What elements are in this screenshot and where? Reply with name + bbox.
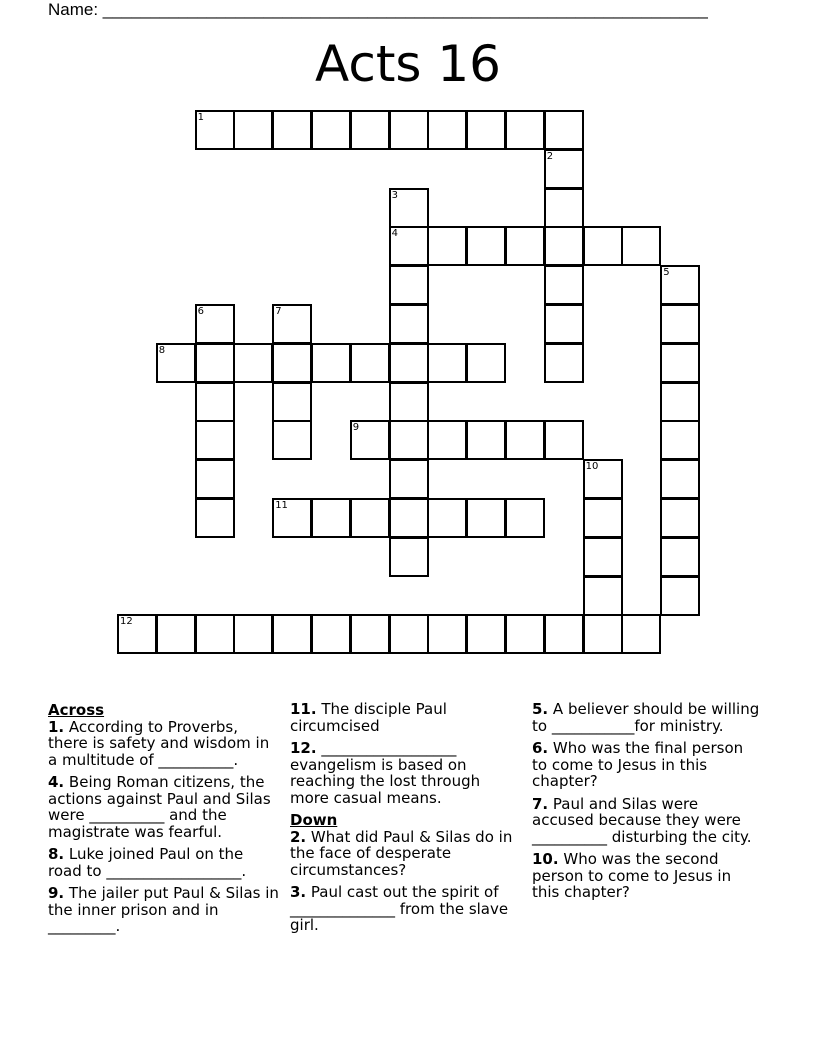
clue-number: 6.: [532, 739, 549, 757]
grid-cell[interactable]: [195, 343, 235, 383]
grid-cell[interactable]: [389, 498, 429, 538]
clue-number-label: 3: [391, 189, 398, 201]
clue-number-label: 7: [275, 306, 282, 317]
grid-cell[interactable]: [544, 110, 584, 150]
grid-cell[interactable]: [544, 226, 584, 266]
clue-number-label: 6: [197, 306, 204, 317]
grid-cell[interactable]: [583, 537, 623, 577]
clue-down-3: [290, 884, 516, 934]
grid-cell[interactable]: [311, 110, 351, 150]
clue-across-9: [48, 885, 280, 935]
clue-number-label: 9: [352, 422, 360, 434]
clue-number-label: 10: [585, 461, 599, 473]
clue-text: Luke joined Paul on the road to __________________.: [48, 845, 247, 880]
grid-cell[interactable]: [544, 304, 584, 344]
page-title: Acts 16: [315, 35, 501, 93]
clue-text: The disciple Paul circumcised: [290, 700, 447, 735]
grid-cell[interactable]: [660, 343, 700, 383]
grid-cell[interactable]: [350, 498, 390, 538]
clue-number-label: 5: [663, 267, 670, 279]
clue-text: Who was the final person to come to Jesus in this chapter?: [532, 739, 744, 790]
clue-number-label: 8: [158, 344, 166, 356]
grid-cell[interactable]: [427, 614, 467, 654]
clue-number: 10.: [532, 850, 559, 868]
grid-cell[interactable]: [660, 537, 700, 577]
grid-cell[interactable]: [195, 459, 235, 499]
grid-cell[interactable]: [195, 110, 235, 150]
clue-number-label: 12: [120, 616, 133, 628]
grid-cell[interactable]: [660, 576, 700, 616]
grid-cell[interactable]: [389, 382, 429, 422]
grid-cell[interactable]: [583, 459, 623, 499]
grid-cell[interactable]: [272, 382, 312, 422]
grid-cell[interactable]: [544, 265, 584, 305]
grid-cell[interactable]: [466, 226, 506, 266]
grid-cell[interactable]: [272, 304, 312, 344]
grid-cell[interactable]: [389, 420, 429, 460]
clue-number: 5.: [532, 700, 549, 718]
grid-cell[interactable]: [505, 110, 545, 150]
grid-cell[interactable]: [117, 614, 157, 654]
grid-cell[interactable]: [350, 110, 390, 150]
clue-across-8: [48, 846, 280, 879]
clue-text: Paul and Silas were accused because they were __________ disturbing the city.: [532, 794, 752, 846]
clue-down-5: [532, 701, 760, 734]
grid-cell[interactable]: [389, 226, 429, 266]
clue-number-label: 1: [197, 112, 204, 123]
clue-text: __________________ evangelism is based on reaching the lost through more casual means.: [290, 739, 481, 807]
clue-number: 8.: [48, 845, 65, 863]
grid-cell[interactable]: [466, 343, 506, 383]
clue-down-2: [290, 829, 516, 879]
clue-number: 12.: [290, 739, 317, 757]
grid-cell[interactable]: [505, 420, 545, 460]
grid-cell[interactable]: [544, 614, 584, 654]
grid-cell[interactable]: [389, 265, 429, 305]
clue-number: 3.: [290, 883, 307, 901]
clue-column-3: [532, 701, 760, 907]
clue-column-1: [48, 701, 280, 941]
clue-text: Who was the second person to come to Jesus in this chapter?: [532, 850, 732, 901]
grid-cell[interactable]: [621, 614, 661, 654]
clue-number: 7.: [532, 794, 549, 813]
grid-cell[interactable]: [156, 343, 196, 383]
grid-cell[interactable]: [195, 498, 235, 538]
grid-cell[interactable]: [389, 110, 429, 150]
clue-number: 1.: [48, 717, 65, 736]
grid-cell[interactable]: [233, 110, 273, 150]
grid-cell[interactable]: [660, 498, 700, 538]
grid-cell[interactable]: [195, 614, 235, 654]
grid-cell[interactable]: [350, 343, 390, 383]
clue-column-2: [290, 701, 516, 940]
grid-cell[interactable]: [660, 382, 700, 422]
grid-cell[interactable]: [233, 614, 273, 654]
grid-cell[interactable]: [427, 498, 467, 538]
grid-cell[interactable]: [311, 614, 351, 654]
grid-cell[interactable]: [544, 149, 584, 189]
grid-cell[interactable]: [544, 343, 584, 383]
clue-text: According to Proverbs, there is safety and wisdom in a multitude of __________.: [48, 717, 270, 769]
grid-cell[interactable]: [583, 226, 623, 266]
grid-cell[interactable]: [389, 537, 429, 577]
grid-cell[interactable]: [660, 420, 700, 460]
grid-cell[interactable]: [583, 576, 623, 616]
grid-cell[interactable]: [466, 498, 506, 538]
grid-cell[interactable]: [660, 459, 700, 499]
grid-cell[interactable]: [505, 498, 545, 538]
clue-text: What did Paul & Silas do in the face of desperate circumstances?: [290, 827, 513, 879]
clue-text: The jailer put Paul & Silas in the inner prison and in _________.: [48, 884, 279, 935]
clue-number: 11.: [290, 700, 317, 718]
grid-cell[interactable]: [272, 614, 312, 654]
grid-cell[interactable]: [272, 343, 312, 383]
grid-cell[interactable]: [350, 614, 390, 654]
grid-cell[interactable]: [195, 304, 235, 344]
grid-cell[interactable]: [621, 226, 661, 266]
clue-number: 9.: [48, 884, 65, 902]
grid-cell[interactable]: [389, 304, 429, 344]
grid-cell[interactable]: [272, 420, 312, 460]
across-heading: Across: [48, 701, 105, 719]
clue-text: Being Roman citizens, the actions against Paul and Silas were __________ and the magistrate was fearful.: [48, 773, 271, 841]
grid-cell[interactable]: [311, 343, 351, 383]
clue-text: Paul cast out the spirit of ______________ from the slave girl.: [290, 883, 509, 934]
down-heading: Down: [290, 811, 338, 829]
clue-number: 4.: [48, 773, 65, 791]
grid-cell[interactable]: [233, 343, 273, 383]
grid-cell[interactable]: [195, 420, 235, 460]
grid-cell[interactable]: [389, 614, 429, 654]
grid-cell[interactable]: [272, 110, 312, 150]
grid-cell[interactable]: [389, 188, 429, 228]
grid-cell[interactable]: [544, 420, 584, 460]
grid-cell[interactable]: [389, 343, 429, 383]
grid-cell[interactable]: [195, 382, 235, 422]
grid-cell[interactable]: [389, 459, 429, 499]
grid-cell[interactable]: [311, 498, 351, 538]
grid-cell[interactable]: [272, 498, 312, 538]
clue-across-11: [290, 701, 516, 734]
grid-cell[interactable]: [505, 614, 545, 654]
clue-number-label: 11: [275, 500, 288, 511]
clue-down-10: [532, 851, 760, 901]
grid-cell[interactable]: [427, 110, 467, 150]
clue-down-7: [532, 796, 760, 846]
grid-cell[interactable]: [466, 614, 506, 654]
name-field[interactable]: Name: ________________________________________________________________: [48, 0, 708, 19]
clue-number-label: 2: [546, 150, 554, 162]
clue-across-1: [48, 719, 280, 769]
grid-cell[interactable]: [466, 110, 506, 150]
grid-cell[interactable]: [544, 188, 584, 228]
clue-across-12: [290, 740, 516, 806]
clue-text: A believer should be willing to ___________for ministry.: [532, 700, 760, 735]
clue-number: 2.: [290, 827, 307, 846]
grid-cell[interactable]: [427, 343, 467, 383]
grid-cell[interactable]: [427, 226, 467, 266]
grid-cell[interactable]: [660, 265, 700, 305]
clue-across-4: [48, 774, 280, 840]
grid-cell[interactable]: [156, 614, 196, 654]
clue-down-6: [532, 740, 760, 790]
grid-cell[interactable]: [350, 420, 390, 460]
grid-cell[interactable]: [583, 498, 623, 538]
grid-cell[interactable]: [505, 226, 545, 266]
grid-cell[interactable]: [427, 420, 467, 460]
grid-cell[interactable]: [660, 304, 700, 344]
clue-number-label: 4: [391, 228, 398, 240]
grid-cell[interactable]: [466, 420, 506, 460]
grid-cell[interactable]: [583, 614, 623, 654]
